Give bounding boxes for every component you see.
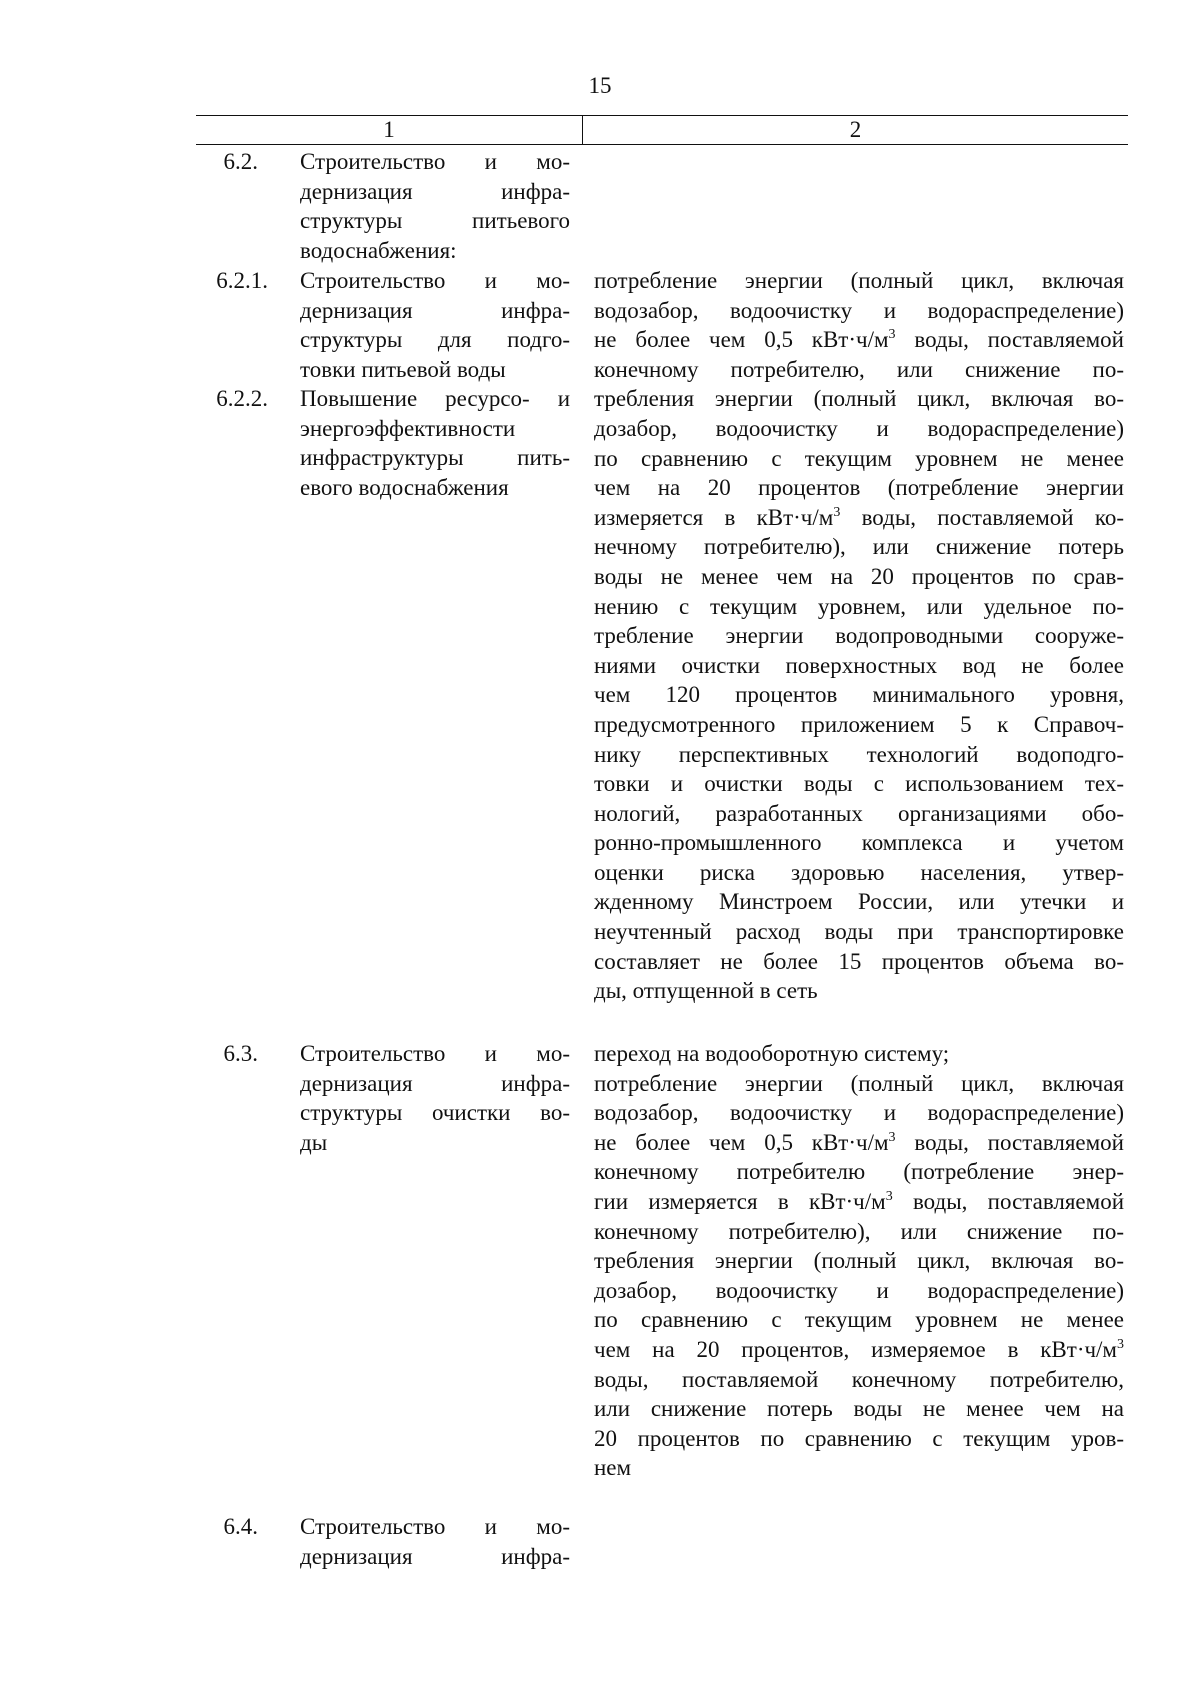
superscript: 3 — [888, 1129, 896, 1145]
table-rule-bottom — [196, 144, 1128, 145]
title-line: ды — [300, 1129, 328, 1155]
superscript: 3 — [833, 504, 841, 520]
criteria-fragment: воды, поставляемой ко- — [840, 504, 1124, 530]
row-number-6-2: 6.2. — [223, 149, 258, 174]
criteria-fragment: не более чем 0,5 кВт·ч/м — [594, 1129, 889, 1155]
criteria-text-6-2 — [594, 266, 1124, 1006]
title-line: структуры для подго- — [300, 327, 570, 353]
superscript: 3 — [888, 327, 896, 343]
criteria-line: нологий, разработанных организациями обо- — [594, 800, 1124, 826]
criteria-line: переход на водооборотную систему; — [594, 1041, 950, 1066]
row-number-6-4: 6.4. — [223, 1514, 258, 1539]
title-line: дернизация инфра- — [300, 1543, 570, 1569]
criteria-line: ронно-промышленного комплекса и учетом — [594, 830, 1124, 856]
criteria-line: оценки риска здоровью населения, утвер- — [594, 859, 1124, 885]
table-header-col-2: 2 — [849, 117, 862, 142]
criteria-line: нению с текущим уровнем, или удельное по- — [594, 593, 1124, 619]
criteria-line — [594, 1335, 1124, 1365]
criteria-line: дозабор, водоочистку и водораспределение) — [594, 415, 1124, 441]
criteria-line: конечному потребителю), или снижение по- — [594, 1218, 1124, 1244]
criteria-line: составляет не более 15 процентов объема во- — [594, 948, 1124, 974]
title-line: Строительство и мо- — [300, 268, 570, 293]
criteria-line: нечному потребителю), или снижение потерь — [594, 534, 1124, 560]
criteria-line — [594, 325, 1124, 355]
criteria-line: ниями очистки поверхностных вод не более — [594, 652, 1124, 678]
criteria-line: жденному Минстроем России, или утечки и — [594, 889, 1124, 915]
title-line: структуры питьевого — [300, 208, 570, 234]
criteria-fragment: не более чем 0,5 кВт·ч/м — [594, 327, 889, 353]
criteria-line: требления энергии (полный цикл, включая во- — [594, 386, 1124, 412]
criteria-fragment: чем на 20 процентов, измеряемое в кВт·ч/м — [594, 1336, 1117, 1362]
criteria-fragment: воды, поставляемой — [895, 327, 1124, 353]
criteria-fragment: гии измеряется в кВт·ч/м — [594, 1188, 886, 1214]
title-line: водоснабжения: — [300, 237, 457, 263]
criteria-fragment: воды, поставляемой — [895, 1129, 1124, 1155]
criteria-line: неучтенный расход воды при транспортировке — [594, 919, 1124, 945]
title-line: структуры очистки во- — [300, 1100, 570, 1126]
criteria-line: нем — [594, 1455, 632, 1481]
row-number-6-2-2: 6.2.2. — [216, 386, 268, 411]
criteria-line: нику перспективных технологий водоподго- — [594, 741, 1124, 767]
title-line: товки питьевой воды — [300, 356, 506, 382]
criteria-line: водозабор, водоочистку и водораспределение) — [594, 1100, 1124, 1126]
superscript: 3 — [885, 1188, 893, 1204]
title-line: Строительство и мо- — [300, 1514, 570, 1539]
title-line: энергоэффективности — [300, 415, 516, 441]
title-line: дернизация инфра- — [300, 178, 570, 204]
title-line: инфраструктуры пить- — [300, 445, 570, 471]
title-line: Строительство и мо- — [300, 149, 570, 174]
criteria-line — [594, 503, 1124, 533]
criteria-line: конечному потребителю (потребление энер- — [594, 1159, 1124, 1185]
row-title-6-2-2 — [300, 384, 570, 502]
row-title-6-3 — [300, 1039, 570, 1157]
row-number-6-2-1: 6.2.1. — [216, 268, 268, 293]
criteria-line: по сравнению с текущим уровнем не менее — [594, 1307, 1124, 1333]
superscript: 3 — [1117, 1336, 1124, 1352]
criteria-line: потребление энергии (полный цикл, включая — [594, 268, 1124, 293]
title-line: дернизация инфра- — [300, 1070, 570, 1096]
criteria-line: по сравнению с текущим уровнем не менее — [594, 445, 1124, 471]
criteria-line: требление энергии водопроводными сооруже- — [594, 623, 1124, 649]
criteria-line: 20 процентов по сравнению с текущим уров- — [594, 1425, 1124, 1451]
criteria-line: конечному потребителю, или снижение по- — [594, 356, 1124, 382]
row-number-6-3: 6.3. — [223, 1041, 258, 1066]
criteria-line: дозабор, водоочистку и водораспределение) — [594, 1277, 1124, 1303]
criteria-line: требления энергии (полный цикл, включая во- — [594, 1248, 1124, 1274]
criteria-fragment: воды, поставляемой — [892, 1188, 1125, 1214]
criteria-line: чем на 20 процентов (потребление энергии — [594, 475, 1124, 501]
row-title-6-4 — [300, 1512, 570, 1571]
criteria-fragment: измеряется в кВт·ч/м — [594, 504, 834, 530]
criteria-line — [594, 1128, 1124, 1158]
criteria-line: чем 120 процентов минимального уровня, — [594, 682, 1124, 708]
title-line: Повышение ресурсо- и — [300, 386, 570, 411]
criteria-line: предусмотренного приложением 5 к Справоч- — [594, 711, 1124, 737]
title-line: Строительство и мо- — [300, 1041, 570, 1066]
criteria-line: или снижение потерь воды не менее чем на — [594, 1396, 1124, 1422]
title-line: дернизация инфра- — [300, 297, 570, 323]
criteria-line — [594, 1187, 1124, 1217]
criteria-text-6-3 — [594, 1039, 1124, 1483]
criteria-line: воды не менее чем на 20 процентов по срав- — [594, 563, 1124, 589]
table-header-col-1: 1 — [383, 117, 395, 142]
criteria-line: товки и очистки воды с использованием тех- — [594, 771, 1124, 797]
row-title-6-2 — [300, 147, 570, 265]
page-number: 15 — [588, 73, 612, 98]
criteria-line: воды, поставляемой конечному потребителю, — [594, 1366, 1124, 1392]
criteria-line: потребление энергии (полный цикл, включая — [594, 1070, 1124, 1096]
title-line: евого водоснабжения — [300, 474, 509, 500]
row-title-6-2-1 — [300, 266, 570, 384]
criteria-line: ды, отпущенной в сеть — [594, 978, 818, 1004]
criteria-line: водозабор, водоочистку и водораспределение) — [594, 297, 1124, 323]
